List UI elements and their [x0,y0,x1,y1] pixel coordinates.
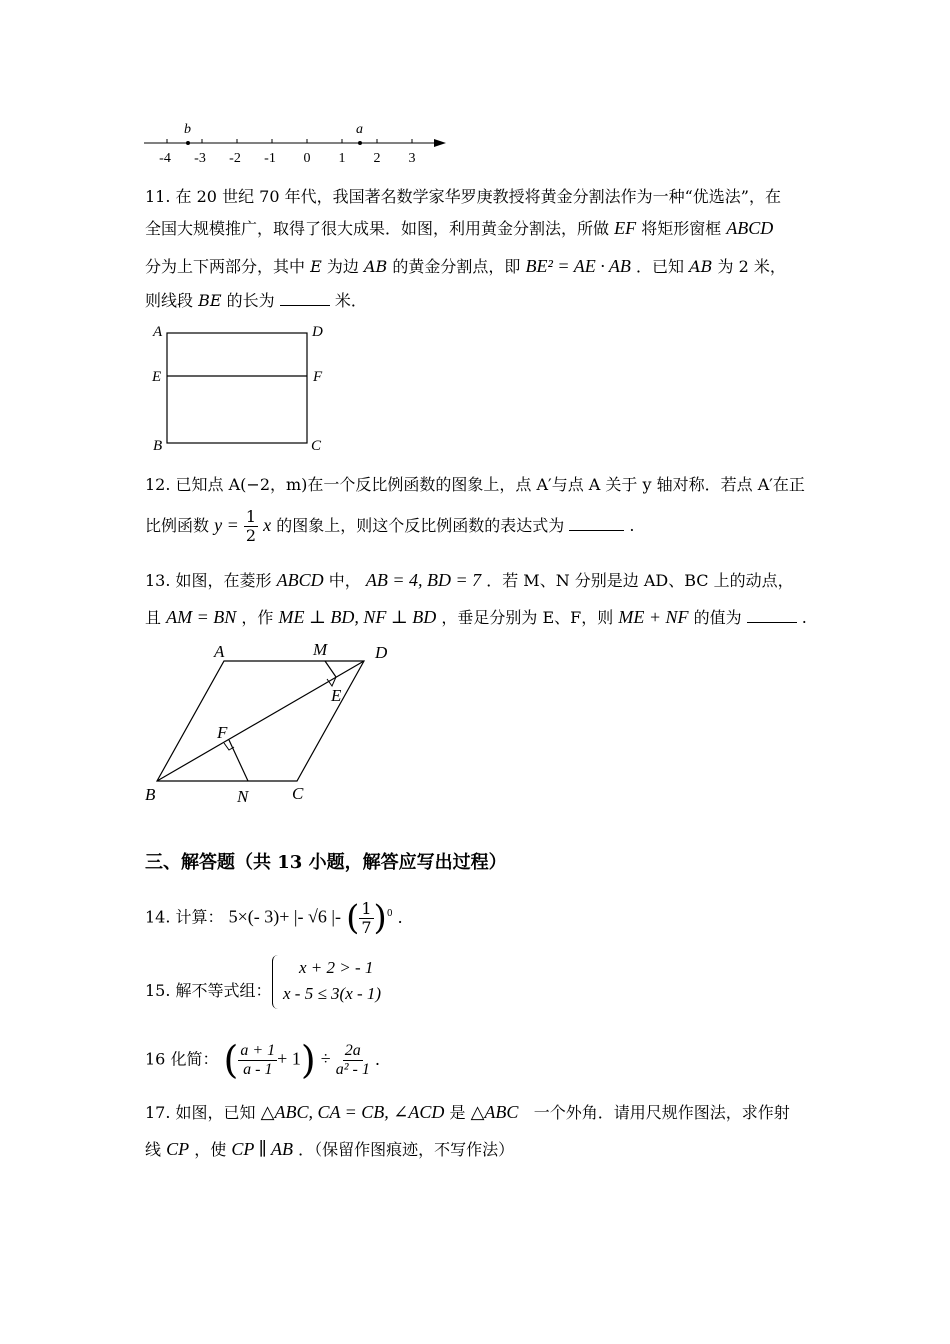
section-heading: 三、解答题（共 13 小题，解答应写出过程） [145,852,507,873]
q13-text: 的值为 [693,608,742,627]
q17-triangle: △ABC [470,1102,519,1122]
q15-prefix: 15. 解不等式组： [145,981,272,1000]
label-F: F [313,369,323,385]
q13-text: 13. 如图，在菱形 [145,571,272,590]
frac-numerator: 1 [245,507,257,526]
q16-line [145,1038,391,1082]
fraction-a-plus-1 [238,1042,277,1079]
q11-line4 [145,288,367,311]
q11-text: 米． [334,291,367,310]
frac-numerator: 2a [344,1041,361,1059]
q11-text: 将矩形窗框 [641,219,722,238]
paren-left: ( [346,898,360,938]
q13-formula3: ME + NF [618,607,689,627]
q13-formula1: AM = BN [166,607,237,627]
label-C: C [292,784,304,803]
paren-right: ) [373,898,387,938]
q11-text: ．已知 [635,257,684,276]
q11-line2 [145,216,773,239]
answer-blank[interactable] [569,530,624,531]
frac-numerator: 1 [361,898,372,918]
q17-formula: △ABC, CA = CB, ∠ACD [260,1102,445,1122]
q17-text: ，使 [194,1140,227,1159]
q11-ab2: AB [689,257,713,276]
fraction-one-seventh [359,900,373,937]
paren-right: ) [300,1038,316,1082]
fraction-2a [336,1042,370,1079]
answer-blank[interactable] [280,305,330,306]
q16-plus-one: + 1 [277,1048,301,1069]
frac-denominator: a - 1 [243,1060,273,1078]
tick-label: -1 [264,151,276,166]
label-F: F [217,723,228,742]
label-E: E [331,686,342,705]
q17-text: 17. 如图，已知 [145,1103,256,1122]
q11-ab: AB [364,257,388,276]
q14-prefix: 14. 计算： [145,907,224,927]
q13-text: ．若 M、N 分别是边 AD、BC 上的动点， [486,571,794,590]
frac-numerator: a + 1 [240,1041,276,1059]
q14-expr: 5×(- 3)+ |- √6 |- [228,906,341,927]
q16-div: ÷ [320,1048,331,1069]
tick-label: -2 [229,151,241,166]
label-D: D [312,324,323,340]
answer-blank[interactable] [747,622,797,623]
q14-exponent: 0 [386,909,393,920]
q11-ef: EF [614,218,637,238]
label-B: B [153,438,163,454]
q11-be: BE [198,291,222,310]
frac-denominator: 7 [361,917,372,937]
q13-formula: AB = 4, BD = 7 [365,570,482,590]
q17-line2 [145,1137,514,1160]
q11-e: E [310,257,322,276]
q17-text: 是 [449,1103,466,1122]
q17-text: 一个外角．请用尺规作图法，求作射 [533,1103,790,1122]
tick-label: 0 [303,151,311,166]
q11-formula: BE² = AE · AB [525,256,631,276]
q13-text: ，作 [241,608,274,627]
q13-text: 且 [145,608,162,627]
q12-text: 比例函数 [145,516,210,535]
label-E: E [152,369,162,385]
q15-ineq2: x - 5 ≤ 3(x - 1) [283,984,382,1003]
q17-parallel: CP ∥ AB [231,1139,293,1159]
q11-line1: 11. 在 20 世纪 70 年代，我国著名数学家华罗庚教授将黄金分割法作为一种“优选法”，在 [145,187,781,206]
tick-label: 3 [408,151,416,166]
q17-text: ．（保留作图痕迹，不写作法） [298,1140,515,1159]
q11-text: 为边 [326,257,359,276]
q12-line2 [145,508,635,545]
tick-label: -3 [194,151,206,166]
q16-prefix: 16 化简： [145,1049,219,1069]
label-A: A [153,324,163,340]
q13-text: ，垂足分别为 E、F，则 [441,608,614,627]
paren-left: ( [223,1038,239,1082]
q12-x: x [263,515,272,535]
label-D: D [375,643,388,662]
label-C: C [311,438,322,454]
q11-text: 全国大规模推广，取得了很大成果．如图，利用黄金分割法，所做 [145,219,610,238]
q12-text: . [629,516,635,535]
frac-denominator: a² - 1 [335,1060,370,1078]
q12-line1: 12. 已知点 A(−2，m)在一个反比例函数的图象上，点 A′与点 A 关于 y 轴对称．若点 A′在正 [145,475,805,494]
q13-text: 中， [328,571,361,590]
q11-text: 为 2 米， [717,257,786,276]
rhombus-figure [140,640,410,815]
q11-text: 的黄金分割点，即 [392,257,521,276]
tick-label: -4 [159,151,171,166]
q13-text: . [801,608,807,627]
q11-text: 的长为 [226,291,275,310]
q12-y: y = [214,515,239,535]
rectangle-window-figure [145,318,345,458]
q16-end: ． [374,1049,391,1069]
q13-line2 [145,605,807,628]
q17-cp: CP [166,1139,190,1159]
q11-line3 [145,254,786,277]
q12-text: 的图象上，则这个反比例函数的表达式为 [276,516,565,535]
frac-denominator: 2 [245,526,257,545]
q13-abcd: ABCD [276,570,324,590]
number-line-figure [140,115,460,170]
q14-line [145,898,414,938]
q17-text: 线 [145,1140,162,1159]
q17-line1 [145,1100,790,1123]
fraction-one-half [244,508,258,545]
tick-label: 2 [373,151,381,166]
q11-text: 分为上下两部分，其中 [145,257,306,276]
label-N: N [237,787,249,806]
q11-abcd: ABCD [726,218,774,238]
label-M: M [313,640,328,659]
q14-end: ． [397,907,414,927]
label-A: A [214,642,225,661]
label-B: B [145,785,156,804]
q13-formula2: ME ⊥ BD, NF ⊥ BD [278,607,437,627]
q15-ineq1: x + 2 > - 1 [299,958,374,977]
q11-text: 则线段 [145,291,194,310]
q13-line1 [145,568,794,591]
q15-system [272,955,381,1009]
point-b-label: b [184,122,191,137]
point-a-label: a [356,122,363,137]
tick-label: 1 [338,151,346,166]
